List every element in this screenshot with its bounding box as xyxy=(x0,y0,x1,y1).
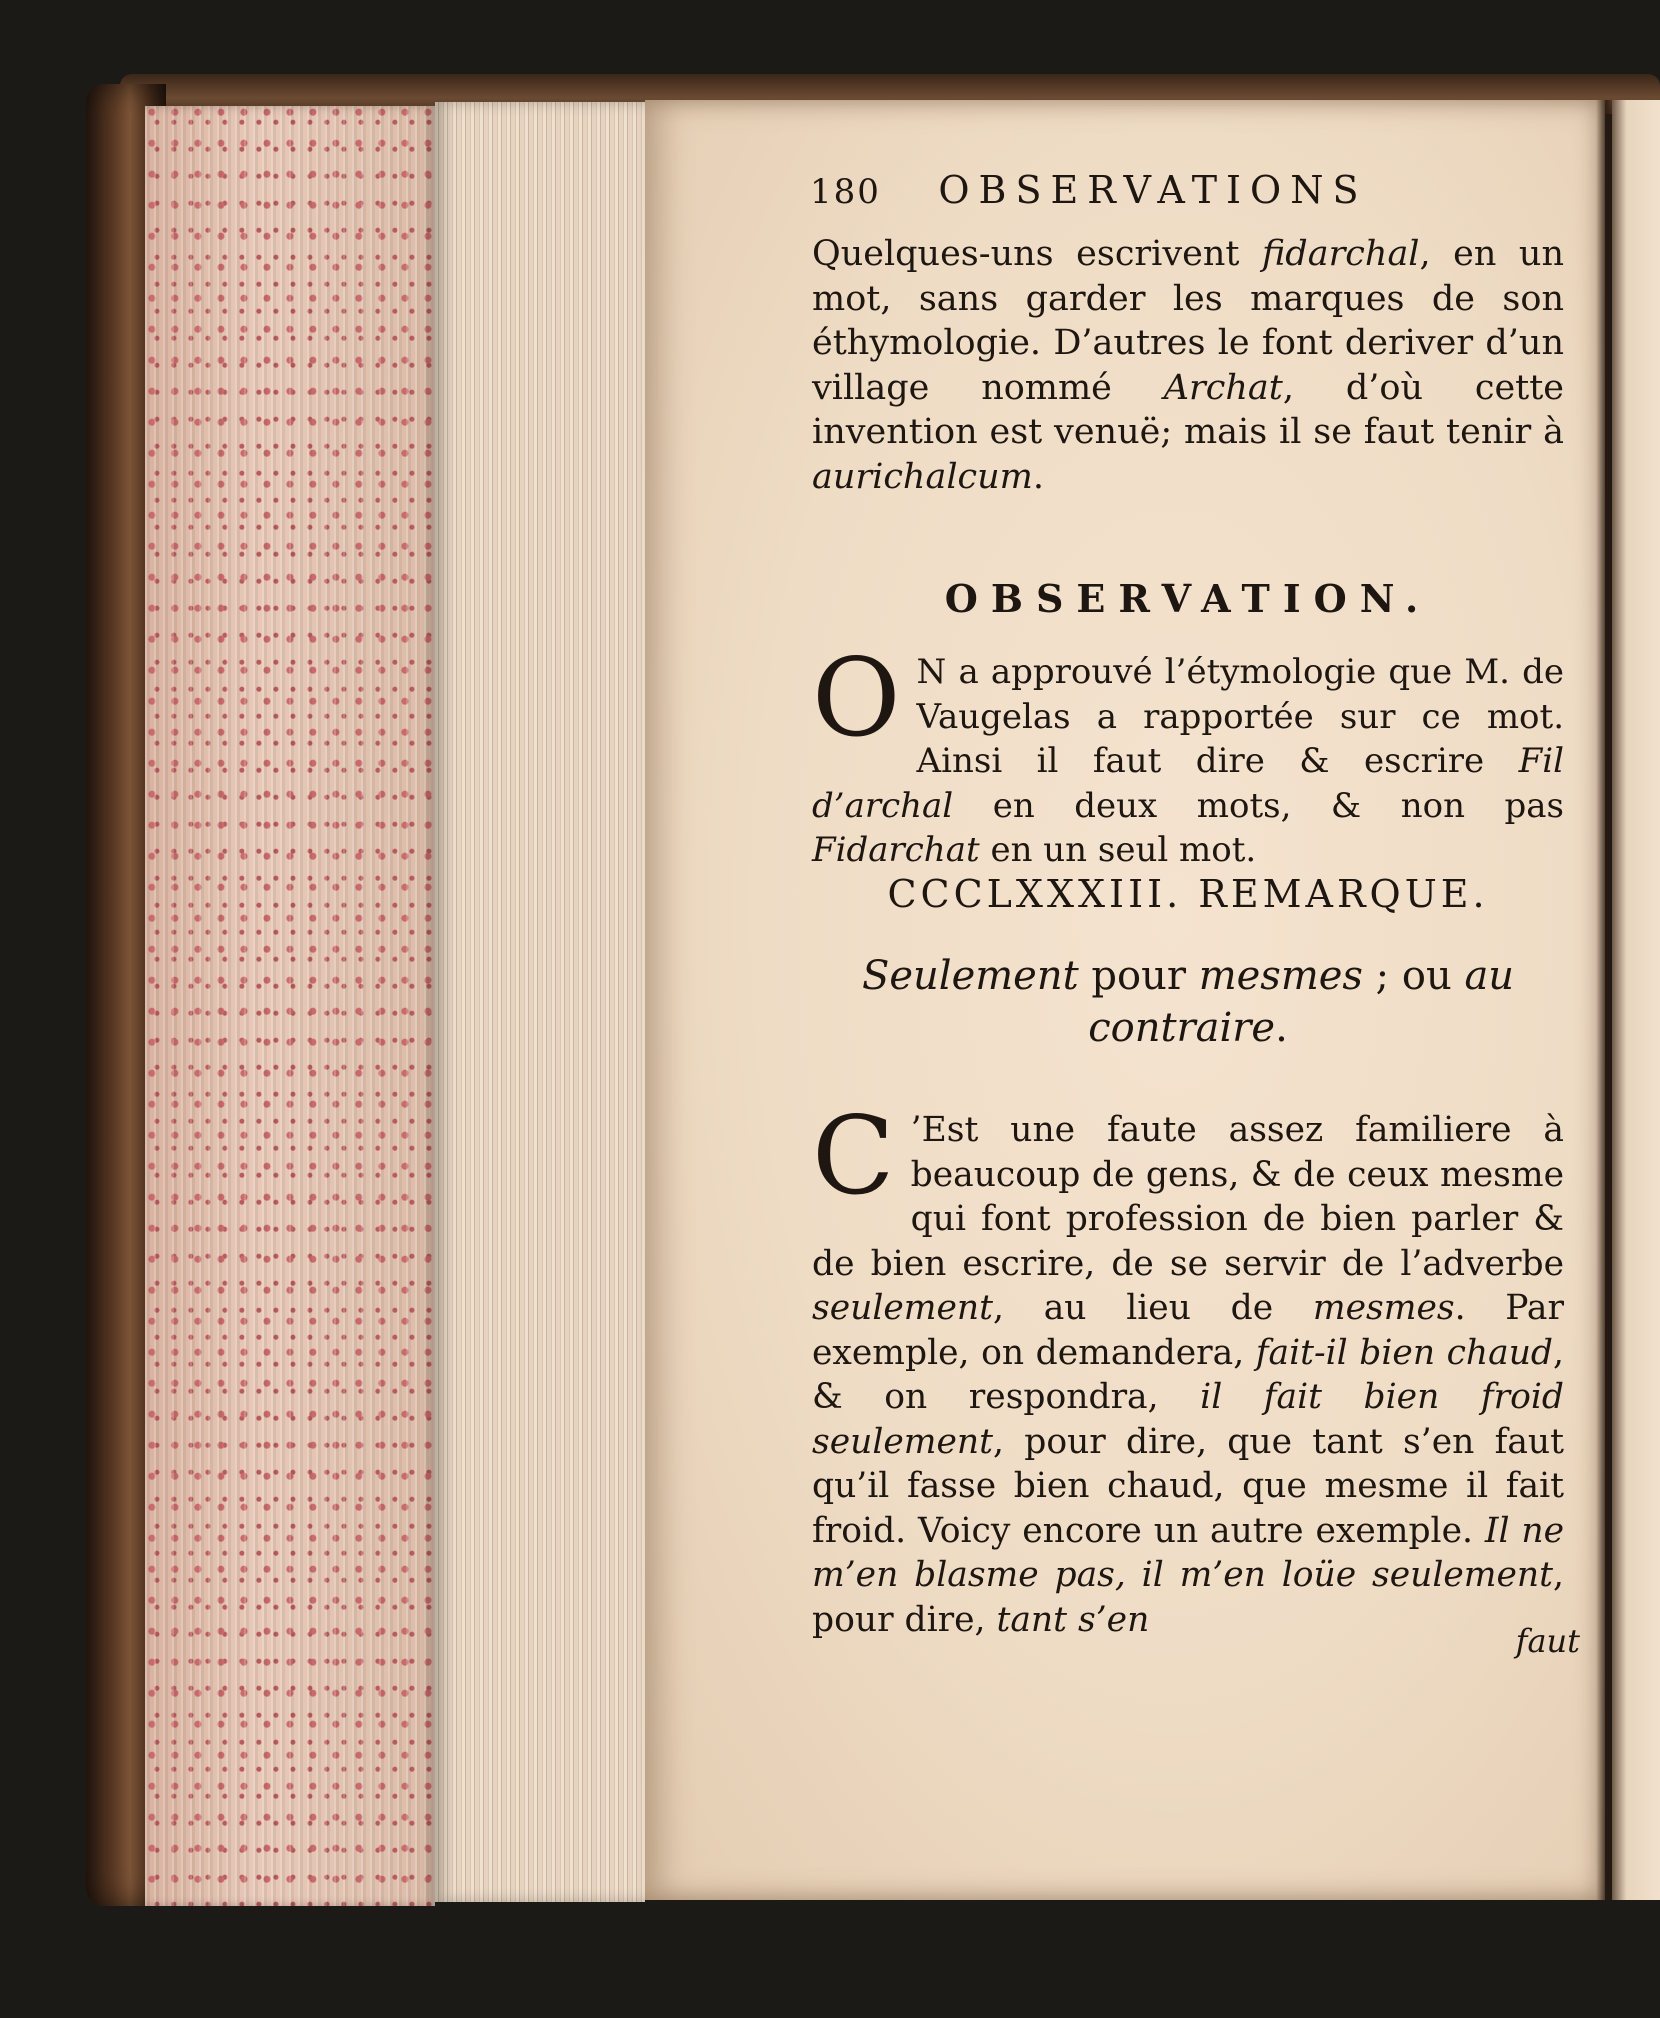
intro-paragraph xyxy=(812,232,1564,499)
remarque-subtitle xyxy=(812,950,1564,1054)
running-title: OBSERVATIONS xyxy=(938,168,1368,212)
remarque-italic-1: seulement xyxy=(812,1288,994,1328)
subtitle-italic-1: Seulement xyxy=(861,953,1079,999)
intro-text-4: . xyxy=(1032,456,1045,497)
intro-text-2: , en un mot, sans garder les marques de son éthymologie. D’autres le font deriver d’un village nommé xyxy=(812,234,1564,408)
remarque-text-3: . Par exemple, on demandera, xyxy=(812,1288,1564,1373)
remarque-italic-4: il fait bien froid seulement xyxy=(812,1377,1565,1462)
intro-italic-2: Archat xyxy=(1163,367,1283,408)
catchword: faut xyxy=(1515,1622,1580,1660)
observation-text-1: N a approuvé l’étymologie que M. de Vaugelas a rapportée sur ce mot. Ainsi il faut dire & escrire xyxy=(916,652,1564,781)
intro-italic-3: aurichalcum xyxy=(812,456,1033,497)
remarque-dropcap: C xyxy=(812,1094,895,1219)
remarque-text-5: , pour dire, que tant s’en faut qu’il fasse bien chaud, que mesme il fait froid. Voicy encore un autre exemple. xyxy=(812,1421,1564,1551)
observation-dropcap: O xyxy=(812,636,901,761)
remarque-text-4: , & on respondra, xyxy=(812,1332,1564,1417)
intro-text-3: , d’où cette invention est venuë; mais il se faut tenir à xyxy=(812,367,1564,452)
subtitle-italic-3: au contraire xyxy=(1088,953,1515,1051)
subtitle-text-1: pour xyxy=(1078,953,1199,999)
observation-italic-2: Fidarchat xyxy=(812,830,980,870)
subtitle-text-2: ; ou xyxy=(1362,953,1465,999)
running-head xyxy=(810,168,1570,212)
page-fore-edge xyxy=(145,106,435,1906)
page-number: 180 xyxy=(810,172,881,212)
remarque-text-1: ’Est une faute assez familiere à beaucoup de gens, & de ceux mesme qui font profession de bien parler & de bien escrire, de se servir de l’adverbe xyxy=(812,1110,1564,1284)
remarque-italic-3: fait-il bien chaud xyxy=(1255,1332,1554,1373)
intro-italic-1: fidarchal xyxy=(1261,234,1420,274)
remarque-italic-5: Il ne m’en blasme pas, il m’en loüe seulement xyxy=(812,1510,1564,1595)
observation-paragraph xyxy=(812,636,1564,873)
page-stack-edge xyxy=(435,102,645,1902)
remarque-italic-2: mesmes xyxy=(1312,1288,1455,1328)
remarque-text-6: , pour dire, xyxy=(812,1555,1564,1640)
observation-italic-1: Fil d’archal xyxy=(812,741,1564,826)
remarque-paragraph xyxy=(812,1094,1565,1642)
intro-text-1: Quelques-uns escrivent xyxy=(812,234,1262,274)
observation-text-2: en deux mots, & non pas xyxy=(953,785,1564,826)
remarque-italic-6: tant s’en xyxy=(996,1599,1150,1640)
remarque-text-2: , au lieu de xyxy=(993,1288,1313,1328)
subtitle-italic-2: mesmes xyxy=(1198,953,1363,999)
observation-heading: OBSERVATION. xyxy=(944,576,1432,621)
observation-text-3: en un seul mot. xyxy=(979,830,1257,870)
facing-page-edge xyxy=(1612,100,1660,1900)
subtitle-text-3: . xyxy=(1275,1005,1288,1051)
remarque-heading: CCCLXXXIII. REMARQUE. xyxy=(887,872,1489,916)
